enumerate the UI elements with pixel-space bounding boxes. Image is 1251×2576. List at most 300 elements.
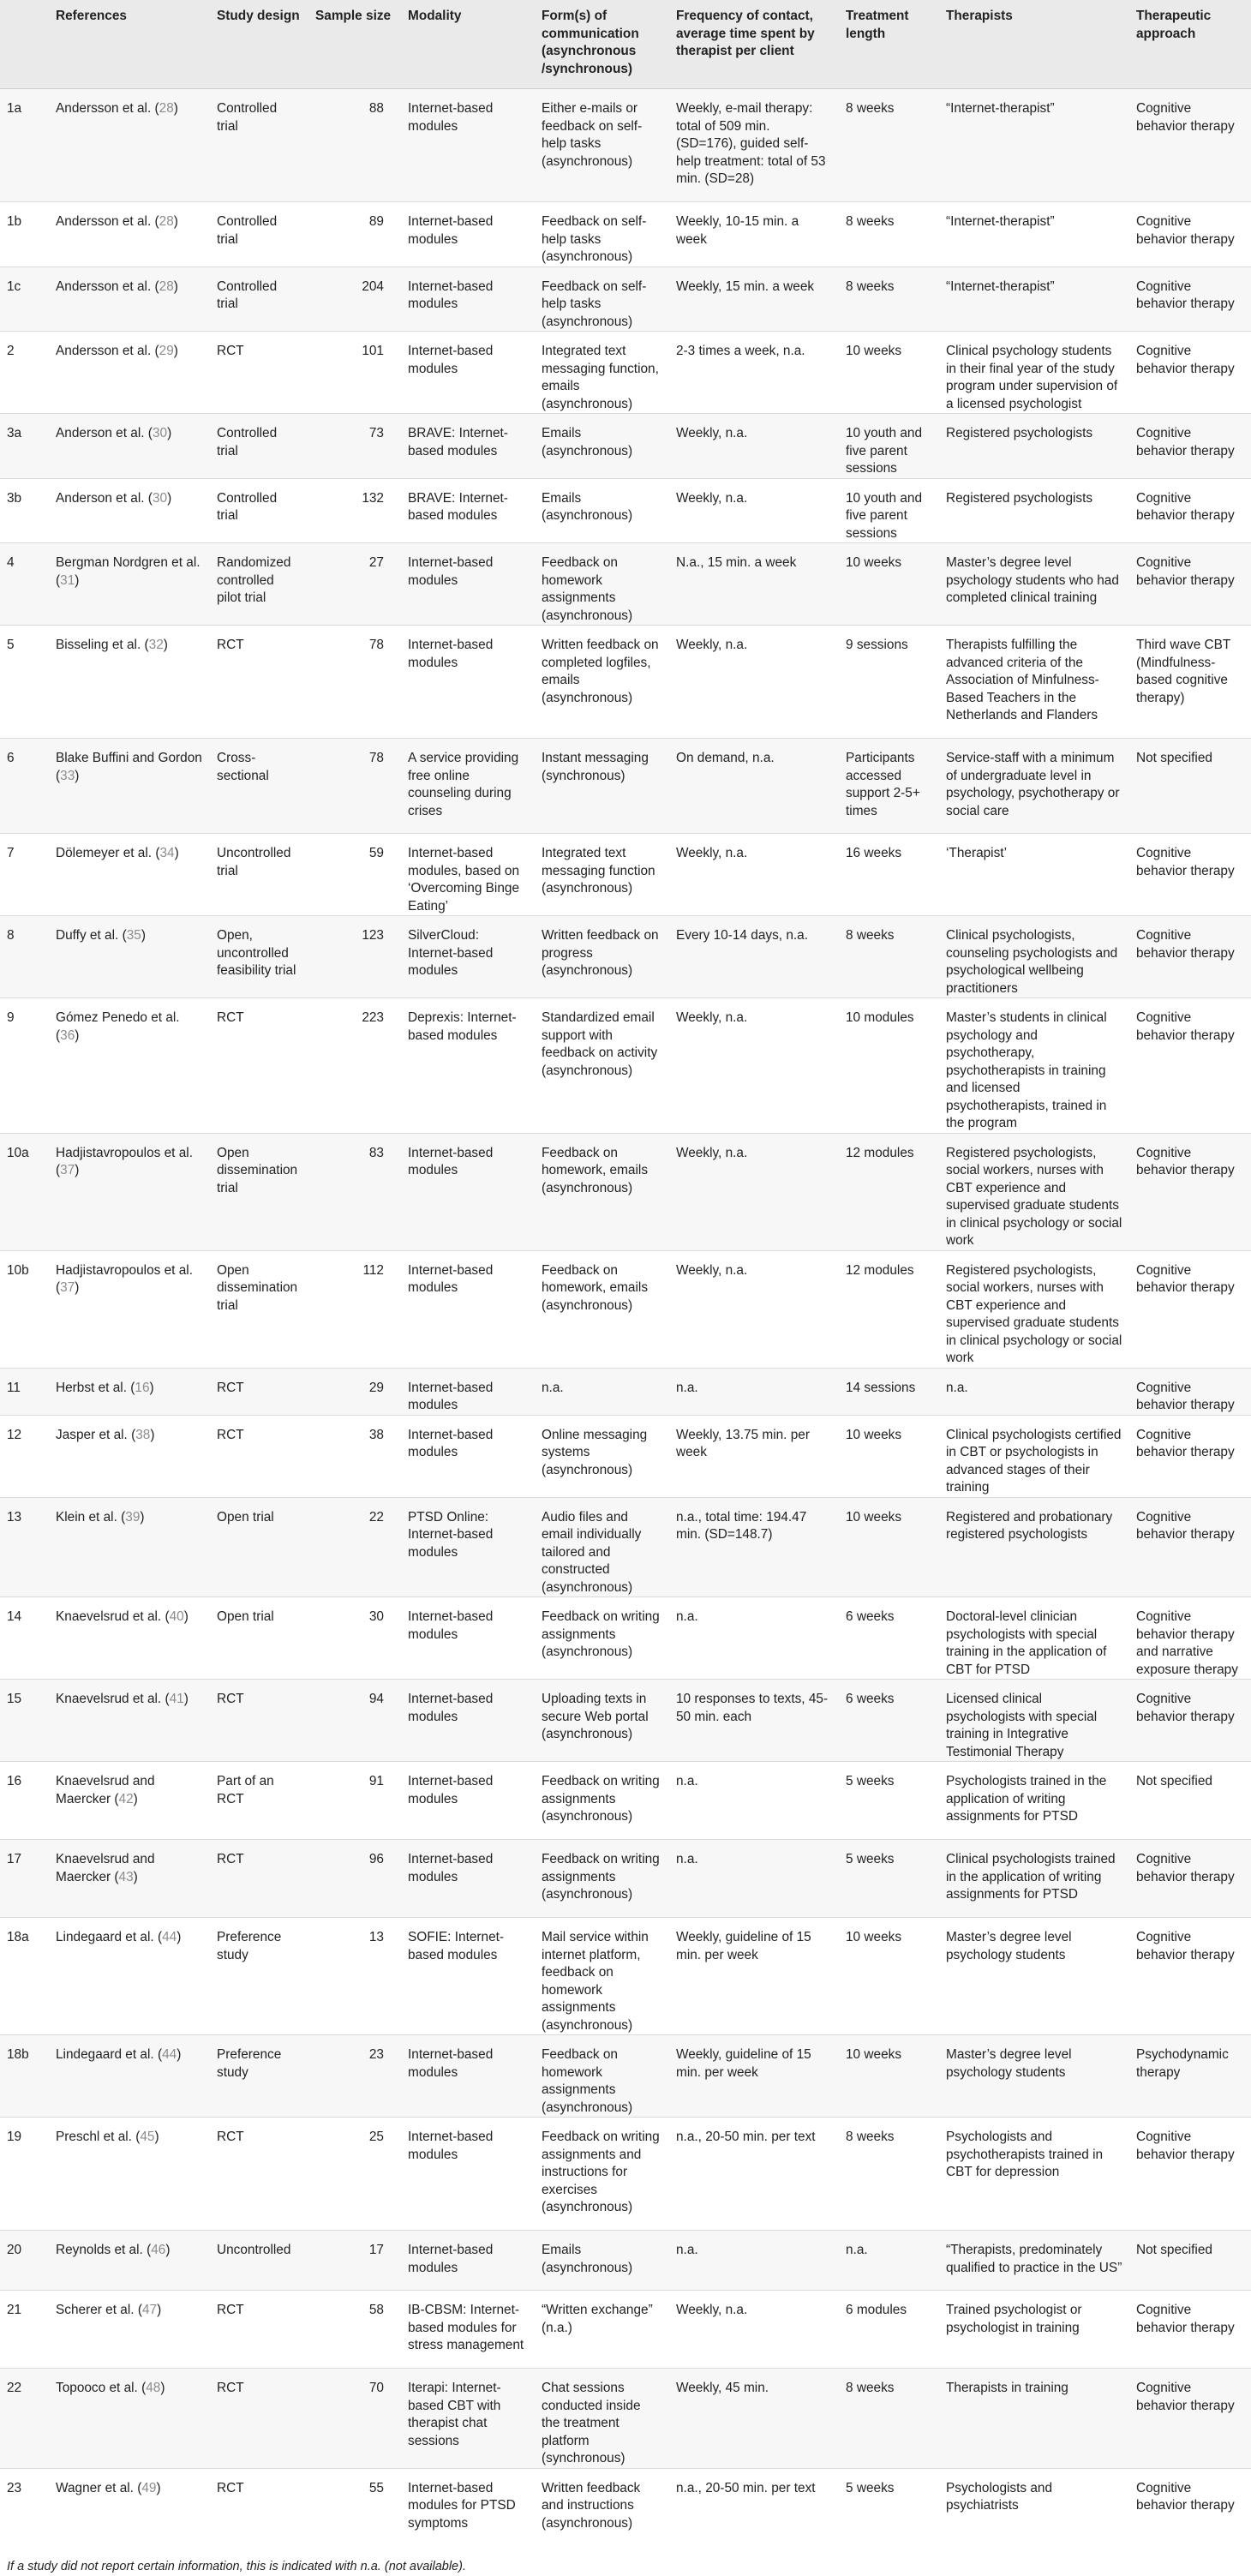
cell-communication: Written feedback and instructions (asynchronous): [535, 2468, 669, 2546]
cell-frequency: n.a., 20-50 min. per text: [669, 2468, 839, 2546]
header-therapeutic-approach: Therapeutic approach: [1129, 0, 1251, 89]
cell-study-design: Open, uncontrolled feasibility trial: [210, 916, 308, 998]
cell-id: 1a: [0, 89, 49, 202]
cell-therapists: “Internet-therapist”: [939, 89, 1129, 202]
reference-number-link[interactable]: 48: [146, 2381, 161, 2395]
reference-name: Duffy et al.: [56, 928, 119, 943]
cell-therapists: Master’s degree level psychology students: [939, 1918, 1129, 2035]
cell-communication: Standardized email support with feedback on activity (asynchronous): [535, 998, 669, 1134]
reference-number-link[interactable]: 43: [118, 1869, 134, 1884]
cell-id: 4: [0, 543, 49, 626]
cell-therapists: Master’s students in clinical psychology and psychotherapy, psychotherapists in training and licensed psychotherapists, trained in the program: [939, 998, 1129, 1134]
cell-sample-size: 132: [308, 478, 401, 543]
cell-therapeutic-approach: Cognitive behavior therapy: [1129, 2369, 1251, 2469]
table-body: [0, 89, 1251, 2547]
cell-modality: Internet-based modules: [401, 202, 535, 267]
reference-number-link[interactable]: 35: [126, 928, 141, 943]
reference-number-link[interactable]: 49: [141, 2480, 157, 2495]
cell-study-design: RCT: [210, 1415, 308, 1497]
header-treatment-length: Treatment length: [839, 0, 939, 89]
reference-name: Knaevelsrud et al.: [56, 1692, 162, 1706]
reference-number-link[interactable]: 42: [118, 1791, 134, 1806]
cell-reference: Bergman Nordgren et al. (31): [49, 543, 210, 626]
cell-sample-size: 58: [308, 2291, 401, 2369]
cell-frequency: n.a., total time: 194.47 min. (SD=148.7): [669, 1497, 839, 1597]
cell-communication: Emails (asynchronous): [535, 414, 669, 479]
cell-sample-size: 83: [308, 1133, 401, 1250]
reference-name: Lindegaard et al.: [56, 2047, 154, 2062]
table-row: [0, 2369, 1251, 2469]
cell-therapists: Psychologists and psychotherapists trained in CBT for depression: [939, 2118, 1129, 2231]
cell-therapeutic-approach: Cognitive behavior therapy and narrative exposure therapy: [1129, 1597, 1251, 1680]
reference-name: Topooco et al.: [56, 2381, 138, 2395]
cell-treatment-length: 5 weeks: [839, 1762, 939, 1840]
cell-communication: Audio files and email individually tailored and constructed (asynchronous): [535, 1497, 669, 1597]
cell-therapeutic-approach: Cognitive behavior therapy: [1129, 543, 1251, 626]
cell-sample-size: 30: [308, 1597, 401, 1680]
cell-reference: Gómez Penedo et al. (36): [49, 998, 210, 1134]
cell-frequency: n.a.: [669, 1597, 839, 1680]
cell-treatment-length: 10 youth and five parent sessions: [839, 478, 939, 543]
cell-sample-size: 91: [308, 1762, 401, 1840]
cell-id: 22: [0, 2369, 49, 2469]
cell-sample-size: 73: [308, 414, 401, 479]
cell-frequency: 10 responses to texts, 45-50 min. each: [669, 1680, 839, 1762]
cell-therapeutic-approach: Third wave CBT (Mindfulness-based cognitive therapy): [1129, 626, 1251, 739]
cell-study-design: RCT: [210, 2118, 308, 2231]
cell-sample-size: 23: [308, 2035, 401, 2118]
cell-reference: Blake Buffini and Gordon (33): [49, 739, 210, 834]
cell-id: 12: [0, 1415, 49, 1497]
reference-name: Preschl et al.: [56, 2130, 132, 2144]
cell-treatment-length: 12 modules: [839, 1250, 939, 1368]
cell-frequency: Weekly, n.a.: [669, 478, 839, 543]
reference-name: Andersson et al.: [56, 279, 152, 294]
cell-study-design: RCT: [210, 1840, 308, 1918]
cell-modality: Deprexis: Internet-based modules: [401, 998, 535, 1134]
cell-modality: BRAVE: Internet-based modules: [401, 414, 535, 479]
cell-communication: Feedback on homework, emails (asynchronous): [535, 1250, 669, 1368]
cell-reference: Topooco et al. (48): [49, 2369, 210, 2469]
cell-reference: Herbst et al. (16): [49, 1368, 210, 1415]
cell-sample-size: 94: [308, 1680, 401, 1762]
table-row: [0, 89, 1251, 202]
cell-communication: Feedback on homework assignments (asynchronous): [535, 543, 669, 626]
cell-modality: Internet-based modules: [401, 1680, 535, 1762]
cell-frequency: Weekly, n.a.: [669, 998, 839, 1134]
cell-communication: Feedback on homework assignments (asynchronous): [535, 2035, 669, 2118]
cell-id: 9: [0, 998, 49, 1134]
cell-treatment-length: 8 weeks: [839, 89, 939, 202]
reference-name: Lindegaard et al.: [56, 1930, 154, 1944]
cell-id: 1c: [0, 267, 49, 332]
cell-reference: Lindegaard et al. (44): [49, 1918, 210, 2035]
reference-number-link[interactable]: 46: [151, 2243, 166, 2257]
cell-sample-size: 17: [308, 2231, 401, 2291]
cell-frequency: Every 10-14 days, n.a.: [669, 916, 839, 998]
cell-therapists: Clinical psychology students in their final year of the study program under supervision of a licensed psychologist: [939, 332, 1129, 414]
reference-name: Bisseling et al.: [56, 638, 141, 652]
cell-therapists: Registered psychologists, social workers, nurses with CBT experience and supervised graduate students in clinical psychology or social work: [939, 1250, 1129, 1368]
cell-reference: Anderson et al. (30): [49, 478, 210, 543]
cell-treatment-length: 10 weeks: [839, 543, 939, 626]
table-row: [0, 1250, 1251, 1368]
reference-number-link[interactable]: 30: [152, 426, 168, 440]
cell-frequency: n.a., 20-50 min. per text: [669, 2118, 839, 2231]
cell-frequency: 2-3 times a week, n.a.: [669, 332, 839, 414]
reference-number-link[interactable]: 28: [159, 101, 174, 116]
reference-number-link[interactable]: 28: [159, 214, 174, 229]
cell-communication: Emails (asynchronous): [535, 478, 669, 543]
reference-number-link[interactable]: 30: [152, 490, 168, 506]
reference-number-link[interactable]: 36: [60, 1027, 75, 1043]
cell-modality: Internet-based modules: [401, 1133, 535, 1250]
cell-sample-size: 96: [308, 1840, 401, 1918]
cell-sample-size: 204: [308, 267, 401, 332]
reference-number-link[interactable]: 47: [141, 2303, 158, 2317]
cell-treatment-length: 8 weeks: [839, 2118, 939, 2231]
cell-id: 2: [0, 332, 49, 414]
table-row: [0, 2035, 1251, 2118]
cell-id: 10a: [0, 1133, 49, 1250]
cell-communication: Written feedback on progress (asynchronous): [535, 916, 669, 998]
cell-id: 18b: [0, 2035, 49, 2118]
cell-sample-size: 29: [308, 1368, 401, 1415]
reference-name: Herbst et al.: [56, 1380, 127, 1395]
reference-number-link[interactable]: 31: [60, 572, 75, 588]
cell-therapists: Service-staff with a minimum of undergraduate level in psychology, psychotherapy or social care: [939, 739, 1129, 834]
cell-modality: Internet-based modules: [401, 267, 535, 332]
cell-frequency: n.a.: [669, 2231, 839, 2291]
cell-frequency: Weekly, guideline of 15 min. per week: [669, 1918, 839, 2035]
reference-name: Andersson et al.: [56, 214, 152, 229]
reference-name: Knaevelsrud et al.: [56, 1609, 162, 1624]
cell-study-design: RCT: [210, 2291, 308, 2369]
cell-reference: Reynolds et al. (46): [49, 2231, 210, 2291]
reference-number-link[interactable]: 32: [148, 638, 164, 652]
reference-number-link[interactable]: 16: [135, 1380, 150, 1395]
cell-therapeutic-approach: Cognitive behavior therapy: [1129, 414, 1251, 479]
cell-frequency: Weekly, n.a.: [669, 1133, 839, 1250]
cell-study-design: RCT: [210, 998, 308, 1134]
header-id: [0, 0, 49, 89]
cell-reference: Andersson et al. (28): [49, 89, 210, 202]
cell-modality: Internet-based modules: [401, 2035, 535, 2118]
table-row: [0, 1840, 1251, 1918]
cell-therapists: Master’s degree level psychology students: [939, 2035, 1129, 2118]
header-frequency: Frequency of contact, average time spent by therapist per client: [669, 0, 839, 89]
cell-reference: Andersson et al. (29): [49, 332, 210, 414]
cell-study-design: Controlled trial: [210, 478, 308, 543]
cell-frequency: Weekly, 15 min. a week: [669, 267, 839, 332]
table-row: [0, 267, 1251, 332]
cell-frequency: On demand, n.a.: [669, 739, 839, 834]
cell-study-design: Preference study: [210, 2035, 308, 2118]
table-footnote: If a study did not report certain information, this is indicated with n.a. (not available).: [7, 2560, 466, 2573]
cell-sample-size: 55: [308, 2468, 401, 2546]
cell-therapists: Registered psychologists, social workers, nurses with CBT experience and supervised graduate students in clinical psychology or social work: [939, 1133, 1129, 1250]
cell-id: 18a: [0, 1918, 49, 2035]
cell-sample-size: 223: [308, 998, 401, 1134]
reference-number-link[interactable]: 39: [125, 1509, 141, 1525]
cell-treatment-length: 6 weeks: [839, 1597, 939, 1680]
cell-therapists: ‘Therapist’: [939, 834, 1129, 916]
cell-communication: Emails (asynchronous): [535, 2231, 669, 2291]
cell-therapists: Trained psychologist or psychologist in training: [939, 2291, 1129, 2369]
cell-therapists: Doctoral-level clinician psychologists with special training in the application of CBT for PTSD: [939, 1597, 1129, 1680]
cell-modality: Internet-based modules: [401, 1762, 535, 1840]
cell-communication: Uploading texts in secure Web portal (asynchronous): [535, 1680, 669, 1762]
cell-therapeutic-approach: Cognitive behavior therapy: [1129, 202, 1251, 267]
cell-treatment-length: 8 weeks: [839, 2369, 939, 2469]
cell-treatment-length: 10 weeks: [839, 1918, 939, 2035]
cell-study-design: Preference study: [210, 1918, 308, 2035]
cell-communication: Feedback on writing assignments and instructions for exercises (asynchronous): [535, 2118, 669, 2231]
cell-treatment-length: 10 weeks: [839, 1415, 939, 1497]
cell-communication: Either e-mails or feedback on self-help tasks (asynchronous): [535, 89, 669, 202]
cell-treatment-length: 10 weeks: [839, 332, 939, 414]
header-references: References: [49, 0, 210, 89]
reference-number-link[interactable]: 33: [60, 768, 75, 783]
cell-modality: Internet-based modules: [401, 543, 535, 626]
cell-reference: Andersson et al. (28): [49, 202, 210, 267]
cell-modality: A service providing free online counseling during crises: [401, 739, 535, 834]
cell-treatment-length: 14 sessions: [839, 1368, 939, 1415]
cell-therapeutic-approach: Cognitive behavior therapy: [1129, 1368, 1251, 1415]
cell-treatment-length: 6 modules: [839, 2291, 939, 2369]
cell-id: 3b: [0, 478, 49, 543]
cell-study-design: Part of an RCT: [210, 1762, 308, 1840]
cell-therapists: Registered psychologists: [939, 414, 1129, 479]
reference-number-link[interactable]: 28: [159, 279, 174, 294]
cell-reference: Lindegaard et al. (44): [49, 2035, 210, 2118]
cell-treatment-length: 9 sessions: [839, 626, 939, 739]
cell-frequency: Weekly, 45 min.: [669, 2369, 839, 2469]
cell-frequency: Weekly, n.a.: [669, 1250, 839, 1368]
cell-modality: Internet-based modules: [401, 332, 535, 414]
table-row: [0, 739, 1251, 834]
cell-therapists: “Therapists, predominately qualified to practice in the US”: [939, 2231, 1129, 2291]
cell-id: 11: [0, 1368, 49, 1415]
cell-id: 6: [0, 739, 49, 834]
table-row: [0, 1133, 1251, 1250]
cell-treatment-length: 10 youth and five parent sessions: [839, 414, 939, 479]
reference-number-link[interactable]: 37: [60, 1163, 75, 1177]
cell-treatment-length: 6 weeks: [839, 1680, 939, 1762]
cell-therapeutic-approach: Cognitive behavior therapy: [1129, 2468, 1251, 2546]
table-row: [0, 2468, 1251, 2546]
cell-modality: Internet-based modules: [401, 89, 535, 202]
table-row: [0, 1762, 1251, 1840]
cell-frequency: N.a., 15 min. a week: [669, 543, 839, 626]
cell-reference: Anderson et al. (30): [49, 414, 210, 479]
cell-treatment-length: 12 modules: [839, 1133, 939, 1250]
cell-communication: Chat sessions conducted inside the treatment platform (synchronous): [535, 2369, 669, 2469]
table-row: [0, 478, 1251, 543]
table-row: [0, 1918, 1251, 2035]
cell-treatment-length: 5 weeks: [839, 1840, 939, 1918]
table-row: [0, 2291, 1251, 2369]
cell-id: 7: [0, 834, 49, 916]
cell-treatment-length: 8 weeks: [839, 202, 939, 267]
header-modality: Modality: [401, 0, 535, 89]
reference-number-link[interactable]: 38: [135, 1427, 151, 1442]
reference-number-link[interactable]: 44: [162, 1930, 177, 1944]
cell-communication: Integrated text messaging function (asynchronous): [535, 834, 669, 916]
cell-sample-size: 78: [308, 739, 401, 834]
reference-number-link[interactable]: 37: [60, 1280, 75, 1295]
table-row: [0, 998, 1251, 1134]
cell-communication: Feedback on writing assignments (asynchronous): [535, 1840, 669, 1918]
cell-sample-size: 70: [308, 2369, 401, 2469]
cell-id: 19: [0, 2118, 49, 2231]
cell-id: 17: [0, 1840, 49, 1918]
cell-sample-size: 22: [308, 1497, 401, 1597]
cell-reference: Dölemeyer et al. (34): [49, 834, 210, 916]
cell-therapeutic-approach: Cognitive behavior therapy: [1129, 1133, 1251, 1250]
cell-study-design: Uncontrolled: [210, 2231, 308, 2291]
cell-study-design: Controlled trial: [210, 89, 308, 202]
cell-study-design: Open dissemination trial: [210, 1133, 308, 1250]
cell-communication: Mail service within internet platform, feedback on homework assignments (asynchronous): [535, 1918, 669, 2035]
cell-modality: Internet-based modules: [401, 1840, 535, 1918]
cell-therapeutic-approach: Cognitive behavior therapy: [1129, 1497, 1251, 1597]
cell-therapeutic-approach: Cognitive behavior therapy: [1129, 1250, 1251, 1368]
reference-number-link[interactable]: 44: [162, 2047, 177, 2062]
cell-study-design: Open trial: [210, 1497, 308, 1597]
cell-study-design: Controlled trial: [210, 267, 308, 332]
reference-name: Bergman Nordgren et al.: [56, 555, 201, 570]
cell-sample-size: 101: [308, 332, 401, 414]
table-row: [0, 414, 1251, 479]
table-row: [0, 332, 1251, 414]
cell-therapists: Clinical psychologists certified in CBT or psychologists in advanced stages of their training: [939, 1415, 1129, 1497]
reference-name: Anderson et al.: [56, 490, 145, 506]
reference-number-link[interactable]: 40: [169, 1609, 184, 1624]
table-row: [0, 1415, 1251, 1497]
reference-name: Andersson et al.: [56, 344, 152, 358]
cell-study-design: RCT: [210, 626, 308, 739]
reference-name: Knaevelsrud and Maercker: [56, 1852, 155, 1884]
table-row: [0, 1368, 1251, 1415]
reference-number-link[interactable]: 45: [140, 2130, 155, 2144]
cell-treatment-length: n.a.: [839, 2231, 939, 2291]
cell-treatment-length: 5 weeks: [839, 2468, 939, 2546]
reference-name: Gómez Penedo et al.: [56, 1010, 180, 1025]
cell-therapeutic-approach: Cognitive behavior therapy: [1129, 267, 1251, 332]
cell-therapeutic-approach: Cognitive behavior therapy: [1129, 478, 1251, 543]
cell-reference: Klein et al. (39): [49, 1497, 210, 1597]
reference-name: Knaevelsrud and Maercker: [56, 1774, 155, 1806]
cell-id: 20: [0, 2231, 49, 2291]
cell-frequency: n.a.: [669, 1762, 839, 1840]
table-row: [0, 1680, 1251, 1762]
cell-modality: Iterapi: Internet-based CBT with therapist chat sessions: [401, 2369, 535, 2469]
reference-name: Anderson et al.: [56, 426, 145, 440]
cell-therapists: Master’s degree level psychology students who had completed clinical training: [939, 543, 1129, 626]
cell-modality: Internet-based modules for PTSD symptoms: [401, 2468, 535, 2546]
cell-treatment-length: 8 weeks: [839, 267, 939, 332]
cell-therapists: Therapists in training: [939, 2369, 1129, 2469]
cell-therapeutic-approach: Psychodynamic therapy: [1129, 2035, 1251, 2118]
cell-sample-size: 112: [308, 1250, 401, 1368]
cell-therapeutic-approach: Cognitive behavior therapy: [1129, 1918, 1251, 2035]
cell-sample-size: 123: [308, 916, 401, 998]
cell-study-design: RCT: [210, 2369, 308, 2469]
cell-modality: SOFIE: Internet-based modules: [401, 1918, 535, 2035]
cell-study-design: Open trial: [210, 1597, 308, 1680]
cell-sample-size: 13: [308, 1918, 401, 2035]
cell-sample-size: 78: [308, 626, 401, 739]
cell-study-design: Controlled trial: [210, 414, 308, 479]
cell-treatment-length: Participants accessed support 2-5+ times: [839, 739, 939, 834]
cell-frequency: Weekly, 10-15 min. a week: [669, 202, 839, 267]
cell-modality: BRAVE: Internet-based modules: [401, 478, 535, 543]
cell-modality: Internet-based modules, based on ‘Overcoming Binge Eating’: [401, 834, 535, 916]
cell-communication: n.a.: [535, 1368, 669, 1415]
table-row: [0, 2231, 1251, 2291]
cell-modality: Internet-based modules: [401, 626, 535, 739]
cell-frequency: Weekly, n.a.: [669, 626, 839, 739]
cell-id: 10b: [0, 1250, 49, 1368]
cell-therapeutic-approach: Cognitive behavior therapy: [1129, 1840, 1251, 1918]
header-sample-size: Sample size: [308, 0, 401, 89]
cell-therapists: Therapists fulfilling the advanced criteria of the Association of Minfulness-Based Teachers in the Netherlands and Flanders: [939, 626, 1129, 739]
cell-frequency: n.a.: [669, 1840, 839, 1918]
cell-therapeutic-approach: Not specified: [1129, 2231, 1251, 2291]
table-row: [0, 202, 1251, 267]
cell-frequency: Weekly, n.a.: [669, 2291, 839, 2369]
table-row: [0, 2118, 1251, 2231]
cell-modality: Internet-based modules: [401, 2231, 535, 2291]
cell-communication: Feedback on writing assignments (asynchronous): [535, 1597, 669, 1680]
cell-id: 16: [0, 1762, 49, 1840]
cell-modality: Internet-based modules: [401, 1368, 535, 1415]
reference-number-link[interactable]: 41: [169, 1692, 184, 1706]
cell-therapists: Registered and probationary registered psychologists: [939, 1497, 1129, 1597]
cell-therapists: n.a.: [939, 1368, 1129, 1415]
cell-study-design: RCT: [210, 332, 308, 414]
cell-modality: Internet-based modules: [401, 1250, 535, 1368]
cell-reference: Scherer et al. (47): [49, 2291, 210, 2369]
reference-name: Hadjistavropoulos et al.: [56, 1262, 193, 1278]
cell-communication: Feedback on homework, emails (asynchronous): [535, 1133, 669, 1250]
reference-name: Dölemeyer et al.: [56, 846, 153, 860]
cell-modality: Internet-based modules: [401, 1597, 535, 1680]
reference-number-link[interactable]: 34: [159, 846, 175, 860]
cell-therapeutic-approach: Cognitive behavior therapy: [1129, 2291, 1251, 2369]
reference-name: Andersson et al.: [56, 101, 152, 116]
cell-treatment-length: 10 weeks: [839, 2035, 939, 2118]
cell-therapeutic-approach: Cognitive behavior therapy: [1129, 89, 1251, 202]
table-row: [0, 916, 1251, 998]
cell-sample-size: 89: [308, 202, 401, 267]
header-therapists: Therapists: [939, 0, 1129, 89]
cell-frequency: Weekly, e-mail therapy: total of 509 min. (SD=176), guided self-help treatment: total of 53 min. (SD=28): [669, 89, 839, 202]
cell-communication: Integrated text messaging function, emails (asynchronous): [535, 332, 669, 414]
reference-name: Hadjistavropoulos et al.: [56, 1145, 193, 1160]
table-row: [0, 626, 1251, 739]
cell-study-design: Uncontrolled trial: [210, 834, 308, 916]
cell-sample-size: 27: [308, 543, 401, 626]
reference-number-link[interactable]: 29: [159, 344, 174, 358]
cell-communication: Feedback on self-help tasks (asynchronous): [535, 267, 669, 332]
cell-reference: Knaevelsrud and Maercker (42): [49, 1762, 210, 1840]
header-row: [0, 0, 1251, 89]
cell-treatment-length: 10 modules: [839, 998, 939, 1134]
cell-frequency: Weekly, n.a.: [669, 834, 839, 916]
cell-therapeutic-approach: Cognitive behavior therapy: [1129, 2118, 1251, 2231]
